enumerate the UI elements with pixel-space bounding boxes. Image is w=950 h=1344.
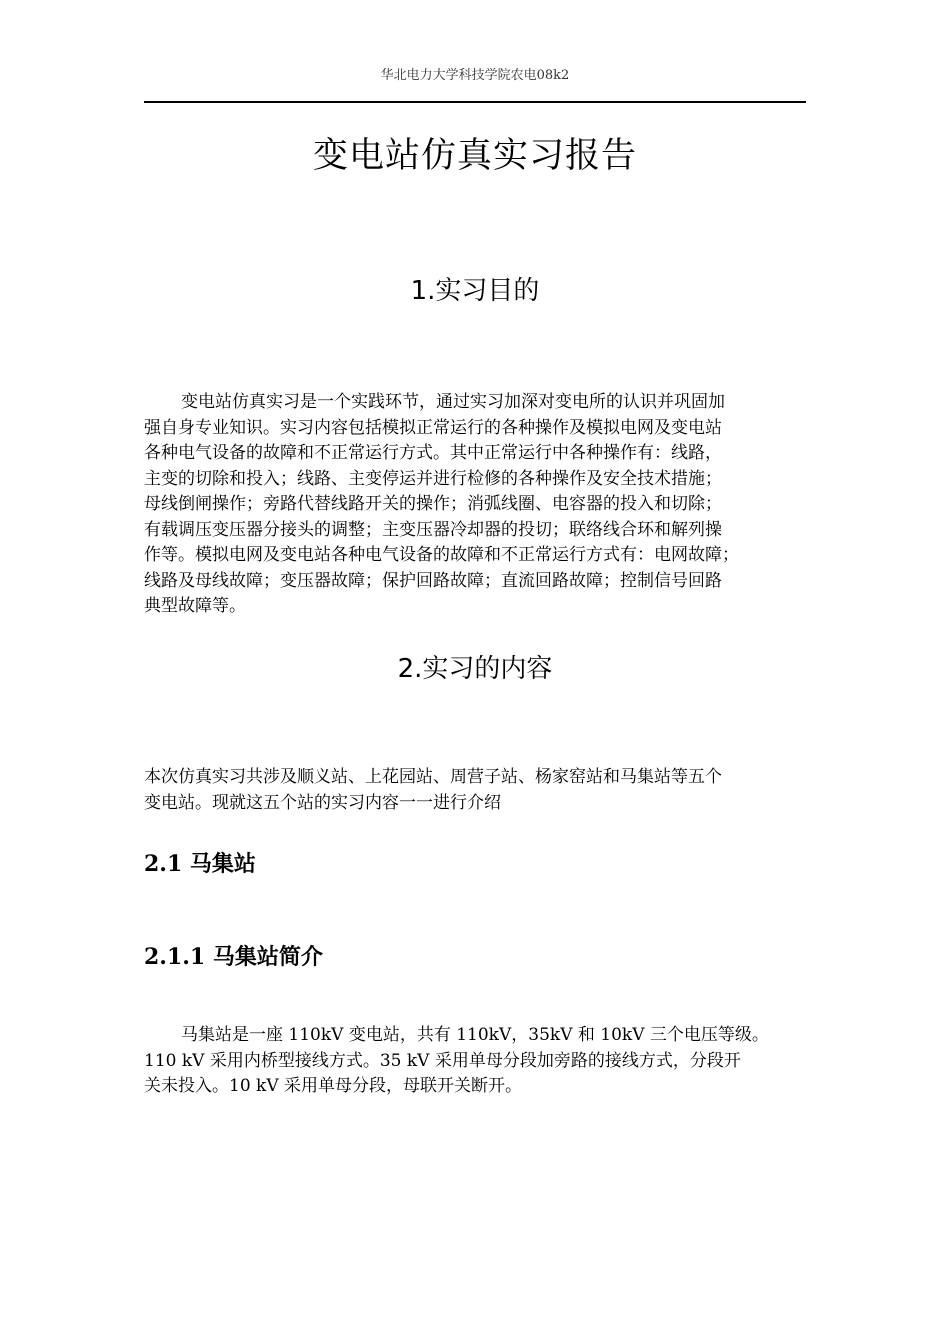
paragraph-line: 马集站是一座 110kV 变电站，共有 110kV，35kV 和 10kV 三个电压等级。 <box>181 1025 769 1045</box>
paragraph-line: 变电站仿真实习是一个实践环节，通过实习加深对变电所的认识并巩固加 <box>181 392 725 412</box>
paragraph-line: 110 kV 采用内桥型接线方式。35 kV 采用单母分段加旁路的接线方式，分段开 <box>144 1050 741 1071</box>
paragraph-line: 线路及母线故障；变压器故障；保护回路故障；直流回路故障；控制信号回路 <box>144 570 722 591</box>
paragraph-line: 母线倒闸操作；旁路代替线路开关的操作；消弧线圈、电容器的投入和切除； <box>144 494 722 514</box>
paragraph-line: 有载调压变压器分接头的调整；主变压器冷却器的投切；联络线合环和解列操 <box>144 519 722 540</box>
section-heading-purpose: 1.实习目的 <box>410 276 540 306</box>
paragraph-purpose <box>144 390 814 620</box>
paragraph-content <box>144 765 814 816</box>
paragraph-line: 变电站。现就这五个站的实习内容一一进行介绍 <box>144 792 501 813</box>
paragraph-line: 各种电气设备的故障和不正常运行方式。其中正常运行中各种操作有：线路， <box>144 443 722 463</box>
document-title: 变电站仿真实习报告 <box>312 136 637 176</box>
paragraph-line: 强自身专业知识。实习内容包括模拟正常运行的各种操作及模拟电网及变电站 <box>144 417 722 438</box>
paragraph-line: 本次仿真实习共涉及顺义站、上花园站、周营子站、杨家窑站和马集站等五个 <box>144 767 722 787</box>
paragraph-line: 典型故障等。 <box>144 596 246 616</box>
section-heading-content: 2.实习的内容 <box>397 654 553 684</box>
subsection-heading-maji: 2.1 马集站 <box>144 851 256 877</box>
paragraph-line: 主变的切除和投入；线路、主变停运并进行检修的各种操作及安全技术措施； <box>144 468 722 489</box>
paragraph-line: 关未投入。10 kV 采用单母分段，母联开关断开。 <box>144 1076 523 1096</box>
paragraph-maji-intro <box>144 1023 814 1100</box>
header-rule <box>144 101 806 103</box>
paragraph-line: 作等。模拟电网及变电站各种电气设备的故障和不正常运行方式有：电网故障； <box>144 545 739 565</box>
subsection-heading-maji-intro: 2.1.1 马集站简介 <box>144 944 323 970</box>
page-header: 华北电力大学科技学院农电08k2 <box>380 68 570 83</box>
